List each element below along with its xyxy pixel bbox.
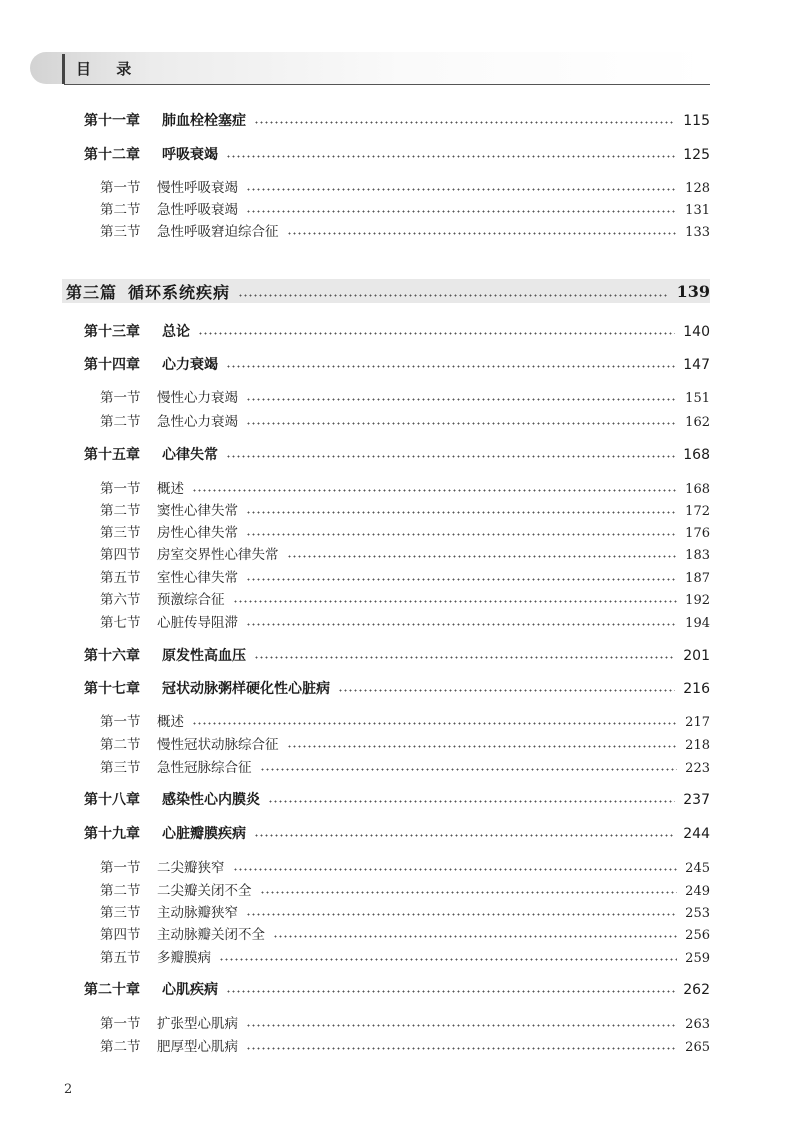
entry-page: 168 bbox=[685, 482, 710, 497]
entry-page: 244 bbox=[683, 826, 710, 842]
entry-title: 概述 bbox=[157, 714, 184, 730]
entry-number: 第十三章 bbox=[84, 324, 140, 340]
entry-title: 冠状动脉粥样硬化性心脏病 bbox=[162, 681, 330, 697]
entry-page: 223 bbox=[685, 761, 710, 776]
entry-number: 第一节 bbox=[100, 390, 141, 406]
entry-title: 慢性冠状动脉综合征 bbox=[157, 737, 279, 753]
entry-page: 176 bbox=[685, 526, 710, 541]
entry-page: 217 bbox=[685, 715, 710, 730]
entry-number: 第三节 bbox=[100, 525, 141, 541]
dot-leader bbox=[254, 824, 675, 838]
entry-number: 第一节 bbox=[100, 860, 141, 876]
toc-section[interactable] bbox=[100, 901, 710, 921]
entry-title: 肥厚型心肌病 bbox=[157, 1039, 238, 1055]
toc-section[interactable] bbox=[100, 710, 710, 730]
entry-page: 245 bbox=[685, 861, 710, 876]
toc-section[interactable] bbox=[100, 499, 710, 519]
entry-title: 慢性呼吸衰竭 bbox=[157, 180, 238, 196]
entry-title: 心力衰竭 bbox=[162, 357, 218, 373]
entry-number: 第十四章 bbox=[84, 357, 140, 373]
dot-leader bbox=[246, 568, 677, 582]
entry-page: 249 bbox=[685, 884, 710, 899]
toc-section[interactable] bbox=[100, 756, 710, 776]
toc-chapter[interactable] bbox=[84, 645, 710, 665]
entry-number: 第一节 bbox=[100, 1016, 141, 1032]
toc-section[interactable] bbox=[100, 923, 710, 943]
entry-title: 概述 bbox=[157, 481, 184, 497]
entry-page: 256 bbox=[685, 928, 710, 943]
dot-leader bbox=[246, 903, 677, 917]
entry-title: 呼吸衰竭 bbox=[162, 147, 218, 163]
toc-section[interactable] bbox=[100, 733, 710, 753]
entry-number: 第七节 bbox=[100, 615, 141, 631]
entry-title: 总论 bbox=[162, 324, 190, 340]
toc-chapter[interactable] bbox=[84, 823, 710, 843]
toc-chapter[interactable] bbox=[84, 321, 710, 341]
entry-title: 慢性心力衰竭 bbox=[157, 390, 238, 406]
dot-leader bbox=[260, 881, 678, 895]
entry-number: 第四节 bbox=[100, 547, 141, 563]
dot-leader bbox=[226, 445, 675, 459]
toc-section[interactable] bbox=[100, 198, 710, 218]
toc-section[interactable] bbox=[100, 220, 710, 240]
entry-title: 心肌疾病 bbox=[162, 982, 218, 998]
dot-leader bbox=[254, 646, 675, 660]
entry-title: 心脏传导阻滞 bbox=[157, 615, 238, 631]
entry-page: 125 bbox=[683, 147, 710, 163]
entry-title: 多瓣膜病 bbox=[157, 950, 211, 966]
entry-page: 216 bbox=[683, 681, 710, 697]
entry-page: 147 bbox=[683, 357, 710, 373]
entry-page: 259 bbox=[685, 951, 710, 966]
entry-number: 第二节 bbox=[100, 202, 141, 218]
entry-page: 151 bbox=[685, 391, 710, 406]
page-number: 2 bbox=[64, 1082, 73, 1097]
entry-page: 218 bbox=[685, 738, 710, 753]
toc-section[interactable] bbox=[100, 521, 710, 541]
entry-number: 第十九章 bbox=[84, 826, 140, 842]
entry-page: 162 bbox=[685, 415, 710, 430]
toc-section[interactable] bbox=[100, 543, 710, 563]
dot-leader bbox=[338, 679, 675, 693]
entry-number: 第十一章 bbox=[84, 113, 140, 129]
toc-chapter[interactable] bbox=[84, 979, 710, 999]
entry-title: 急性呼吸衰竭 bbox=[157, 202, 238, 218]
toc-section[interactable] bbox=[100, 1012, 710, 1032]
toc-chapter[interactable] bbox=[84, 678, 710, 698]
toc-chapter[interactable] bbox=[84, 789, 710, 809]
dot-leader bbox=[273, 925, 677, 939]
dot-leader bbox=[246, 412, 677, 426]
entry-number: 第十六章 bbox=[84, 648, 140, 664]
entry-number: 第二节 bbox=[100, 414, 141, 430]
dot-leader bbox=[246, 200, 677, 214]
toc-chapter[interactable] bbox=[84, 354, 710, 374]
entry-title: 心脏瓣膜疾病 bbox=[162, 826, 246, 842]
dot-leader bbox=[246, 388, 677, 402]
toc-section[interactable] bbox=[100, 176, 710, 196]
entry-title: 急性心力衰竭 bbox=[157, 414, 238, 430]
entry-page: 172 bbox=[685, 504, 710, 519]
entry-title: 主动脉瓣关闭不全 bbox=[157, 927, 265, 943]
entry-page: 201 bbox=[683, 648, 710, 664]
dot-leader bbox=[287, 222, 678, 236]
entry-number: 第一节 bbox=[100, 714, 141, 730]
entry-title: 感染性心内膜炎 bbox=[162, 792, 260, 808]
dot-leader bbox=[233, 590, 678, 604]
dot-leader bbox=[238, 284, 669, 298]
entry-page: 192 bbox=[685, 593, 710, 608]
entry-number: 第五节 bbox=[100, 570, 141, 586]
entry-title: 房室交界性心律失常 bbox=[157, 547, 279, 563]
entry-number: 第二十章 bbox=[84, 982, 140, 998]
toc-section[interactable] bbox=[100, 588, 710, 608]
page-title: 目 录 bbox=[76, 60, 142, 78]
dot-leader bbox=[246, 523, 677, 537]
entry-number: 第三节 bbox=[100, 224, 141, 240]
entry-title: 二尖瓣关闭不全 bbox=[157, 883, 252, 899]
toc-section[interactable] bbox=[100, 856, 710, 876]
entry-title: 房性心律失常 bbox=[157, 525, 238, 541]
entry-number: 第一节 bbox=[100, 180, 141, 196]
entry-page: 265 bbox=[685, 1040, 710, 1055]
entry-page: 262 bbox=[683, 982, 710, 998]
toc-chapter[interactable] bbox=[84, 444, 710, 464]
dot-leader bbox=[246, 178, 677, 192]
dot-leader bbox=[198, 322, 675, 336]
dot-leader bbox=[246, 613, 677, 627]
toc-section[interactable] bbox=[100, 611, 710, 631]
entry-page: 194 bbox=[685, 616, 710, 631]
entry-page: 187 bbox=[685, 571, 710, 586]
toc-chapter[interactable] bbox=[84, 110, 710, 130]
entry-number: 第三节 bbox=[100, 905, 141, 921]
dot-leader bbox=[246, 1014, 677, 1028]
entry-number: 第二节 bbox=[100, 883, 141, 899]
toc-section[interactable] bbox=[100, 477, 710, 497]
entry-page: 140 bbox=[683, 324, 710, 340]
entry-page: 168 bbox=[683, 447, 710, 463]
dot-leader bbox=[246, 501, 677, 515]
entry-number: 第二节 bbox=[100, 503, 141, 519]
toc-section[interactable] bbox=[100, 410, 710, 430]
toc-section[interactable] bbox=[100, 386, 710, 406]
entry-title: 窦性心律失常 bbox=[157, 503, 238, 519]
dot-leader bbox=[192, 479, 677, 493]
entry-number: 第一节 bbox=[100, 481, 141, 497]
entry-number: 第三篇 bbox=[66, 282, 118, 302]
entry-number: 第三节 bbox=[100, 760, 141, 776]
entry-title: 室性心律失常 bbox=[157, 570, 238, 586]
dot-leader bbox=[219, 948, 677, 962]
entry-number: 第十八章 bbox=[84, 792, 140, 808]
entry-page: 263 bbox=[685, 1017, 710, 1032]
dot-leader bbox=[226, 355, 675, 369]
entry-page: 139 bbox=[676, 281, 710, 301]
entry-page: 253 bbox=[685, 906, 710, 921]
entry-number: 第十二章 bbox=[84, 147, 140, 163]
entry-page: 133 bbox=[685, 225, 710, 240]
entry-number: 第四节 bbox=[100, 927, 141, 943]
entry-title: 肺血栓栓塞症 bbox=[162, 113, 246, 129]
entry-page: 131 bbox=[685, 203, 710, 218]
entry-number: 第十五章 bbox=[84, 447, 140, 463]
dot-leader bbox=[268, 790, 675, 804]
entry-title: 心律失常 bbox=[162, 447, 218, 463]
entry-title: 循环系统疾病 bbox=[128, 282, 231, 302]
dot-leader bbox=[260, 758, 678, 772]
toc-part[interactable] bbox=[62, 279, 710, 303]
dot-leader bbox=[226, 980, 675, 994]
toc-section[interactable] bbox=[100, 566, 710, 586]
dot-leader bbox=[254, 111, 675, 125]
entry-title: 原发性高血压 bbox=[162, 648, 246, 664]
toc-section[interactable] bbox=[100, 946, 710, 966]
entry-title: 急性呼吸窘迫综合征 bbox=[157, 224, 279, 240]
dot-leader bbox=[192, 712, 677, 726]
toc-section[interactable] bbox=[100, 1035, 710, 1055]
toc-section[interactable] bbox=[100, 879, 710, 899]
dot-leader bbox=[226, 145, 675, 159]
dot-leader bbox=[233, 858, 678, 872]
entry-title: 预激综合征 bbox=[157, 592, 225, 608]
entry-number: 第五节 bbox=[100, 950, 141, 966]
entry-number: 第二节 bbox=[100, 1039, 141, 1055]
entry-page: 183 bbox=[685, 548, 710, 563]
toc-chapter[interactable] bbox=[84, 144, 710, 164]
entry-title: 急性冠脉综合征 bbox=[157, 760, 252, 776]
entry-number: 第二节 bbox=[100, 737, 141, 753]
header-rule bbox=[64, 84, 710, 85]
dot-leader bbox=[287, 545, 678, 559]
entry-number: 第十七章 bbox=[84, 681, 140, 697]
entry-page: 128 bbox=[685, 181, 710, 196]
entry-page: 115 bbox=[683, 113, 710, 129]
dot-leader bbox=[246, 1037, 677, 1051]
entry-title: 二尖瓣狭窄 bbox=[157, 860, 225, 876]
entry-title: 主动脉瓣狭窄 bbox=[157, 905, 238, 921]
dot-leader bbox=[287, 735, 678, 749]
entry-number: 第六节 bbox=[100, 592, 141, 608]
header-bar bbox=[62, 54, 65, 84]
entry-title: 扩张型心肌病 bbox=[157, 1016, 238, 1032]
entry-page: 237 bbox=[683, 792, 710, 808]
